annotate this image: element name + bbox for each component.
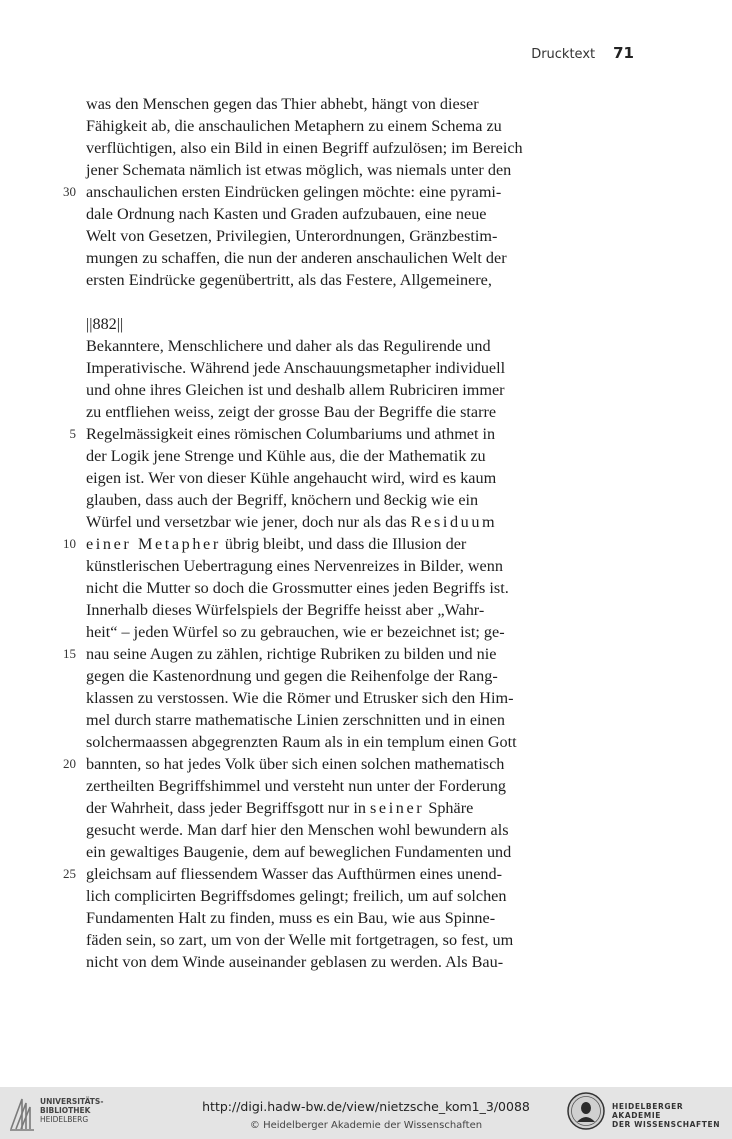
line-number: 30 (63, 184, 76, 199)
text-line (86, 621, 505, 643)
text-line (86, 115, 502, 137)
running-header (531, 44, 634, 62)
text-line (86, 137, 523, 159)
text-line (86, 93, 479, 115)
text-line (86, 797, 473, 819)
university-library-name: UNIVERSITÄTS- BIBLIOTHEK HEIDELBERG (40, 1097, 104, 1124)
line-text: gesucht werde. Man darf hier den Menschen wohl bewundern als (86, 821, 509, 839)
text-line (86, 841, 511, 863)
line-number: 20 (63, 756, 76, 771)
text-line (86, 489, 478, 511)
line-text-continuation: Sphäre (424, 799, 474, 817)
line-text: künstlerischen Uebertragung eines Nervenreizes in Bilder, wenn (86, 557, 503, 575)
text-line (86, 181, 501, 203)
text-line (86, 533, 466, 555)
text-line (86, 511, 497, 533)
emphasized-text: einer Metapher (86, 535, 221, 553)
line-number: 15 (63, 646, 76, 661)
text-line (86, 203, 486, 225)
text-line (86, 753, 504, 775)
academy-seal-icon (566, 1091, 606, 1131)
line-text: Fähigkeit ab, die anschaulichen Metaphern zu einem Schema zu (86, 117, 502, 135)
text-line (86, 467, 496, 489)
line-text-continuation: übrig bleibt, und dass die Illusion der (220, 535, 467, 553)
header-label: Drucktext (531, 47, 596, 62)
line-text: zu entfliehen weiss, zeigt der grosse Bau der Begriffe die starre (86, 403, 497, 421)
line-text: heit“ – jeden Würfel so zu gebrauchen, wie er bezeichnet ist; ge- (86, 623, 505, 641)
line-text: mungen zu schaffen, die nun der anderen anschaulichen Welt der (86, 249, 507, 267)
line-text: eigen ist. Wer von dieser Kühle angehaucht wird, wird es kaum (86, 469, 497, 487)
text-line (86, 643, 496, 665)
line-text: jener Schemata nämlich ist etwas möglich, was niemals unter den (86, 161, 512, 179)
line-text: der Logik jene Strenge und Kühle aus, die der Mathematik zu (86, 447, 486, 465)
line-text: Würfel und versetzbar wie jener, doch nur als das (86, 513, 411, 531)
emphasized-text: seiner (370, 799, 425, 817)
text-line (86, 951, 503, 973)
text-line (86, 665, 498, 687)
text-line (86, 445, 486, 467)
line-text: bannten, so hat jedes Volk über sich einen solchen mathematisch (86, 755, 505, 773)
text-line (86, 379, 505, 401)
line-text: anschaulichen ersten Eindrücken gelingen möchte: eine pyrami- (86, 183, 502, 201)
text-line (86, 335, 491, 357)
text-line (86, 357, 505, 379)
line-text: glauben, dass auch der Begriff, knöchern und 8eckig wie ein (86, 491, 479, 509)
line-text: gegen die Kastenordnung und gegen die Reihenfolge der Rang- (86, 667, 498, 685)
line-text: lich complicirten Begriffsdomes gelingt; freilich, um auf solchen (86, 887, 507, 905)
text-line (86, 313, 123, 335)
line-text: nicht die Mutter so doch die Grossmutter eines jeden Begriffs ist. (86, 579, 509, 597)
line-text: Fundamenten Halt zu finden, muss es ein Bau, wie aus Spinne- (86, 909, 496, 927)
academy-name: HEIDELBERGER AKADEMIE DER WISSENSCHAFTEN (612, 1102, 721, 1129)
line-text: fäden sein, so zart, um von der Welle mit fortgetragen, so fest, um (86, 931, 514, 949)
text-line (86, 555, 503, 577)
line-text: zertheilten Begriffshimmel und versteht nun unter der Forderung (86, 777, 507, 795)
line-text: solchermaassen abgegrenzten Raum als in ein templum einen Gott (86, 733, 517, 751)
line-number: 10 (63, 536, 76, 551)
line-text: verflüchtigen, also ein Bild in einen Begriff aufzulösen; im Bereich (86, 139, 523, 157)
line-text: Bekanntere, Menschlichere und daher als das Regulirende und (86, 337, 491, 355)
text-line (86, 269, 492, 291)
text-line (86, 225, 497, 247)
line-text: der Wahrheit, dass jeder Begriffsgott nur in (86, 799, 371, 817)
text-line (86, 401, 496, 423)
page-number: 71 (613, 44, 634, 62)
line-text: ein gewaltiges Baugenie, dem auf beweglichen Fundamenten und (86, 843, 512, 861)
text-line (86, 775, 506, 797)
text-line (86, 907, 495, 929)
line-text: Innerhalb dieses Würfelspiels der Begriffe heisst aber „Wahr- (86, 601, 485, 619)
line-text: Regelmässigkeit eines römischen Columbariums und athmet in (86, 425, 496, 443)
line-text: Welt von Gesetzen, Privilegien, Unterordnungen, Gränzbestim- (86, 227, 498, 245)
text-line (86, 159, 511, 181)
text-line (86, 863, 502, 885)
text-line (86, 709, 505, 731)
line-text: gleichsam auf fliessendem Wasser das Aufthürmen eines unend- (86, 865, 503, 883)
line-text: und ohne ihres Gleichen ist und deshalb allem Rubriciren immer (86, 381, 505, 399)
line-text: nau seine Augen zu zählen, richtige Rubriken zu bilden und nie (86, 645, 497, 663)
line-text: Imperativische. Während jede Anschauungsmetapher individuell (86, 359, 506, 377)
line-text: ersten Eindrücke gegenübertritt, als das Festere, Allgemeinere, (86, 271, 492, 289)
line-number: 25 (63, 866, 76, 881)
line-text: nicht von dem Winde auseinander geblasen zu werden. Als Bau- (86, 953, 504, 971)
emphasized-text: Residuum (410, 513, 498, 531)
line-text: klassen zu verstossen. Wie die Römer und Etrusker sich den Him- (86, 689, 514, 707)
line-number: 5 (69, 426, 76, 441)
text-line (86, 687, 513, 709)
text-line (86, 577, 509, 599)
text-line (86, 731, 517, 753)
text-line (86, 929, 513, 951)
line-text: mel durch starre mathematische Linien zerschnitten und in einen (86, 711, 505, 729)
footer-bar (0, 1087, 732, 1139)
line-text: ||882|| (86, 315, 124, 333)
line-text: was den Menschen gegen das Thier abhebt, hängt von dieser (86, 95, 479, 113)
text-line (86, 819, 509, 841)
text-line (86, 599, 484, 621)
text-line (86, 247, 507, 269)
text-line (86, 423, 495, 445)
text-line (86, 885, 506, 907)
line-text: dale Ordnung nach Kasten und Graden aufzubauen, eine neue (86, 205, 487, 223)
permalink-url[interactable]: http://digi.hadw-bw.de/view/nietzsche_kom1_3/0088 (202, 1099, 530, 1114)
copyright-notice: © Heidelberger Akademie der Wissenschaften (249, 1120, 483, 1131)
